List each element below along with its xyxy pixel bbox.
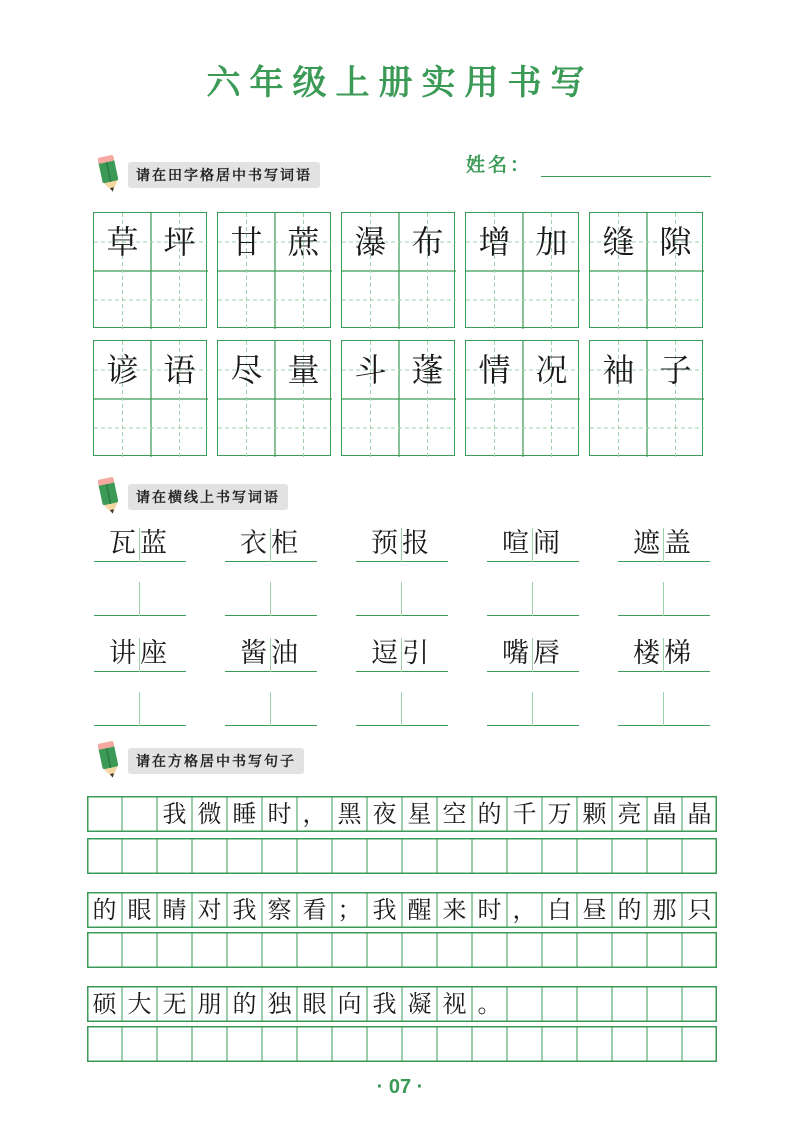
hengxian-word (225, 632, 317, 672)
fangge-char: 晶 (687, 800, 712, 828)
hengxian-word (94, 522, 186, 562)
fangge-char (122, 796, 157, 832)
line-divider (270, 692, 271, 726)
tianzi-char: 谚 (106, 351, 139, 389)
hengxian-blank[interactable] (487, 576, 579, 616)
writing-line (94, 615, 186, 616)
fangge-char: 硕 (92, 990, 117, 1018)
fangge-char: 睡 (232, 800, 257, 828)
writing-line (94, 561, 186, 562)
tianzi-char: 增 (478, 223, 511, 261)
hengxian-word-text: 讲座 (109, 638, 171, 669)
fangge-char: 对 (197, 896, 222, 924)
fangge-text-row-2 (87, 892, 717, 928)
tianzi-char: 瀑 (354, 223, 387, 261)
fangge-char: 来 (442, 896, 467, 924)
tianzi-word-box (93, 340, 207, 456)
writing-line (225, 725, 317, 726)
writing-line (618, 615, 710, 616)
fangge-char: 亮 (617, 800, 642, 828)
fangge-char: 察 (267, 896, 292, 924)
writing-line (618, 725, 710, 726)
writing-line (356, 671, 448, 672)
fangge-char (87, 796, 122, 832)
writing-line (94, 725, 186, 726)
fangge-char: 看 (302, 896, 327, 924)
tianzi-char: 子 (659, 351, 692, 389)
tianzi-char: 蔗 (287, 223, 320, 261)
hengxian-blank[interactable] (356, 576, 448, 616)
hengxian-blank-row-1 (94, 576, 710, 616)
fangge-char: 黑 (337, 800, 362, 828)
hengxian-word (356, 522, 448, 562)
hengxian-words-row-2 (94, 632, 710, 672)
hengxian-blank[interactable] (225, 576, 317, 616)
name-label: 姓名： (466, 154, 533, 176)
tianzi-word-box (589, 340, 703, 456)
writing-line (356, 725, 448, 726)
fangge-char: 我 (372, 896, 397, 924)
hengxian-blank[interactable] (618, 576, 710, 616)
fangge-char: 星 (407, 800, 432, 828)
fangge-blank-row-2 (87, 932, 717, 968)
tianzi-char: 斗 (354, 351, 387, 389)
hengxian-blank[interactable] (487, 686, 579, 726)
fangge-char: 白 (547, 896, 572, 924)
fangge-char: 时 (267, 800, 292, 828)
hengxian-word-text: 楼梯 (633, 638, 695, 669)
hengxian-word-text: 酱油 (240, 638, 302, 669)
tianzi-word-box (465, 212, 579, 328)
hengxian-word-text: 遮盖 (633, 528, 695, 559)
tianzi-char: 草 (106, 223, 139, 261)
section-fangge-label: 请在方格居中书写句子 (128, 748, 304, 774)
tianzi-word-box (341, 340, 455, 456)
hengxian-word-text: 喧闹 (502, 528, 564, 559)
fangge-char: 昼 (582, 896, 607, 924)
pencil-icon (96, 154, 122, 194)
hengxian-word-text: 预报 (371, 528, 433, 559)
fangge-char: 的 (617, 896, 642, 924)
hengxian-blank[interactable] (225, 686, 317, 726)
pencil-icon (96, 476, 122, 516)
name-input-line[interactable] (541, 176, 711, 177)
fangge-char: ； (337, 896, 362, 924)
hengxian-word (94, 632, 186, 672)
fangge-char: 的 (232, 990, 257, 1018)
fangge-char: 千 (512, 800, 537, 828)
tianzi-char: 语 (163, 351, 196, 389)
fangge-char: ， (302, 800, 327, 828)
section-tianzi-label: 请在田字格居中书写词语 (128, 162, 320, 188)
fangge-grid-lines (87, 1026, 717, 1062)
fangge-char: 夜 (372, 800, 397, 828)
fangge-char: 只 (687, 896, 712, 924)
line-divider (663, 692, 664, 726)
hengxian-blank-row-2 (94, 686, 710, 726)
writing-line (225, 615, 317, 616)
fangge-char: 微 (197, 800, 222, 828)
hengxian-word (487, 522, 579, 562)
fangge-char: 我 (232, 896, 257, 924)
writing-line (487, 561, 579, 562)
tianzi-word-box (341, 212, 455, 328)
hengxian-words-row-1 (94, 522, 710, 562)
tianzi-word-box (589, 212, 703, 328)
line-divider (270, 582, 271, 616)
tianzi-word-box (217, 212, 331, 328)
fangge-char: 独 (267, 990, 292, 1018)
fangge-char: 的 (477, 800, 502, 828)
tianzi-row-2 (93, 340, 703, 456)
writing-line (356, 615, 448, 616)
line-divider (139, 692, 140, 726)
tianzi-char: 量 (287, 351, 320, 389)
hengxian-word (487, 632, 579, 672)
writing-line (487, 671, 579, 672)
hengxian-word (618, 632, 710, 672)
writing-line (487, 615, 579, 616)
line-divider (401, 692, 402, 726)
fangge-char: 大 (127, 990, 152, 1018)
fangge-char: 我 (162, 800, 187, 828)
tianzi-char: 情 (478, 351, 511, 389)
writing-line (94, 671, 186, 672)
fangge-blank-row-3 (87, 1026, 717, 1062)
fangge-char: 向 (337, 990, 362, 1018)
fangge-char: ， (512, 896, 537, 924)
fangge-char: 视 (442, 990, 467, 1018)
hengxian-word-text: 逗引 (371, 638, 433, 669)
line-divider (532, 582, 533, 616)
line-divider (532, 692, 533, 726)
fangge-text-row-1 (87, 796, 717, 832)
tianzi-char: 加 (535, 223, 568, 261)
fangge-char: 我 (372, 990, 397, 1018)
tianzi-char: 尽 (230, 351, 263, 389)
hengxian-word (225, 522, 317, 562)
line-divider (401, 582, 402, 616)
hengxian-blank[interactable] (356, 686, 448, 726)
fangge-char: 晶 (652, 800, 677, 828)
hengxian-blank[interactable] (618, 686, 710, 726)
fangge-grid-lines (87, 932, 717, 968)
hengxian-blank[interactable] (94, 576, 186, 616)
fangge-char: 时 (477, 896, 502, 924)
tianzi-word-box (93, 212, 207, 328)
writing-line (356, 561, 448, 562)
tianzi-char: 坪 (163, 223, 196, 261)
fangge-char: 眼 (127, 896, 152, 924)
tianzi-char: 隙 (659, 223, 692, 261)
hengxian-word-text: 嘴唇 (502, 638, 564, 669)
fangge-char: 眼 (302, 990, 327, 1018)
hengxian-word-text: 衣柜 (240, 528, 302, 559)
tianzi-word-box (465, 340, 579, 456)
page-title: 六年级上册实用书写 (206, 63, 594, 103)
fangge-char: 万 (547, 800, 572, 828)
tianzi-char: 缝 (602, 223, 635, 261)
fangge-char: 那 (652, 896, 677, 924)
section-hengxian-label: 请在横线上书写词语 (128, 484, 288, 510)
fangge-char: 颗 (582, 800, 607, 828)
fangge-char: 的 (92, 896, 117, 924)
pencil-icon (96, 740, 122, 780)
fangge-char: 无 (162, 990, 187, 1018)
line-divider (663, 582, 664, 616)
fangge-blank-row-1 (87, 838, 717, 874)
fangge-char: 凝 (407, 990, 432, 1018)
hengxian-word (356, 632, 448, 672)
hengxian-word-text: 瓦蓝 (109, 528, 171, 559)
fangge-text-row-3 (87, 986, 717, 1022)
fangge-char: 睛 (162, 896, 187, 924)
hengxian-word (618, 522, 710, 562)
line-divider (139, 582, 140, 616)
writing-line (225, 561, 317, 562)
tianzi-row-1 (93, 212, 703, 328)
fangge-char: 朋 (197, 990, 222, 1018)
tianzi-word-box (217, 340, 331, 456)
writing-line (618, 671, 710, 672)
writing-line (225, 671, 317, 672)
tianzi-char: 况 (535, 351, 568, 389)
fangge-grid-lines (87, 838, 717, 874)
hengxian-blank[interactable] (94, 686, 186, 726)
fangge-char: 醒 (407, 896, 432, 924)
fangge-char: 空 (442, 800, 467, 828)
writing-line (618, 561, 710, 562)
writing-line (487, 725, 579, 726)
page-number: · 07 · (376, 1076, 424, 1098)
tianzi-char: 布 (411, 223, 444, 261)
fangge-char: 。 (477, 990, 502, 1018)
tianzi-char: 甘 (230, 223, 263, 261)
tianzi-char: 袖 (602, 351, 635, 389)
tianzi-char: 蓬 (411, 351, 444, 389)
